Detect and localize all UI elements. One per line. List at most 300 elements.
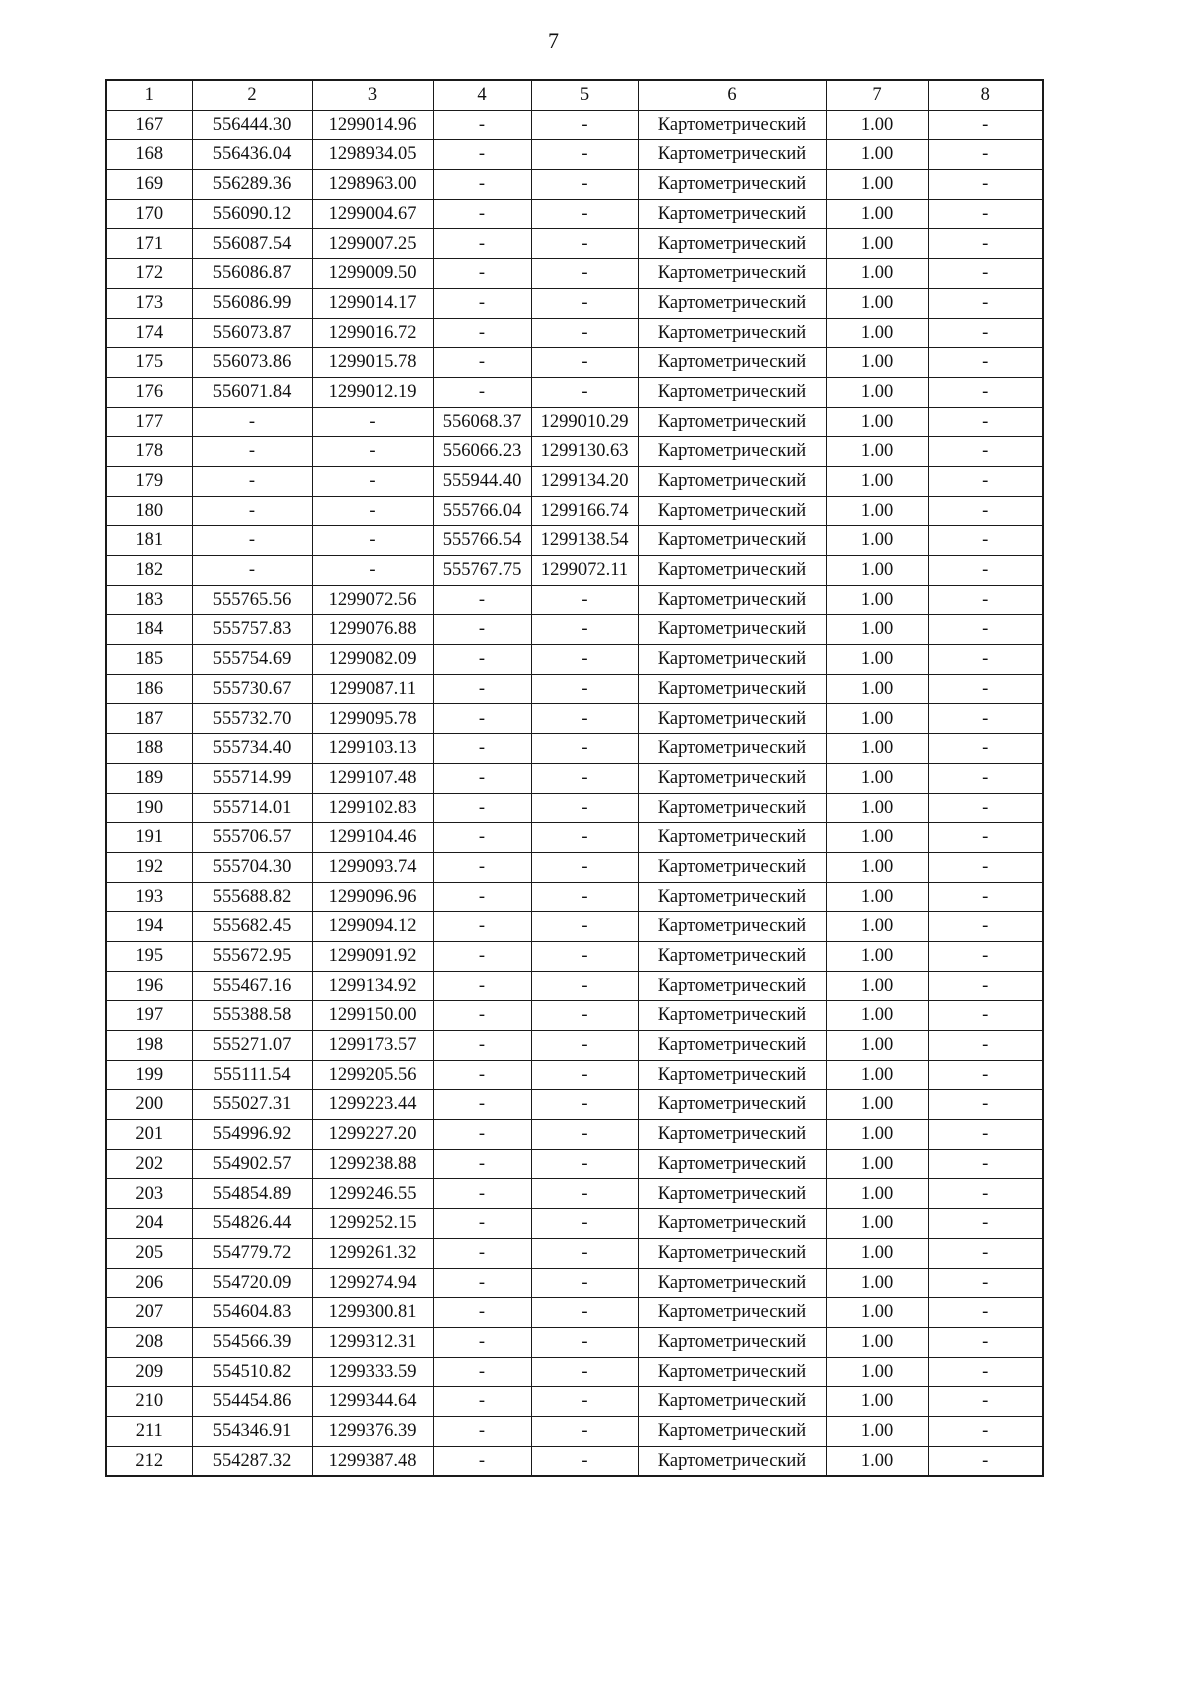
table-cell-col-7: 1.00 bbox=[826, 556, 928, 586]
table-cell-col-6: Картометрический bbox=[638, 526, 826, 556]
table-cell-col-6: Картометрический bbox=[638, 199, 826, 229]
table-cell-col-5: - bbox=[531, 288, 638, 318]
table-cell-col-2: - bbox=[192, 496, 312, 526]
table-cell-col-3: 1299072.56 bbox=[312, 585, 433, 615]
table-cell-col-7: 1.00 bbox=[826, 348, 928, 378]
table-cell-col-4: - bbox=[433, 348, 531, 378]
table-cell-col-5: 1299130.63 bbox=[531, 437, 638, 467]
table-cell-col-2: 555734.40 bbox=[192, 734, 312, 764]
page-number: 7 bbox=[548, 28, 559, 53]
table-cell-col-5: - bbox=[531, 645, 638, 675]
table-cell-col-1: 183 bbox=[106, 585, 192, 615]
table-cell-col-3: 1299150.00 bbox=[312, 1001, 433, 1031]
table-cell-col-6: Картометрический bbox=[638, 704, 826, 734]
table-cell-col-4: - bbox=[433, 377, 531, 407]
table-row bbox=[106, 793, 1043, 823]
table-row bbox=[106, 377, 1043, 407]
table-row bbox=[106, 674, 1043, 704]
table-cell-col-3: 1299094.12 bbox=[312, 912, 433, 942]
table-cell-col-2: 555706.57 bbox=[192, 823, 312, 853]
table-cell-col-7: 1.00 bbox=[826, 704, 928, 734]
table-cell-col-7: 1.00 bbox=[826, 1416, 928, 1446]
table-cell-col-1: 167 bbox=[106, 110, 192, 140]
table-cell-col-1: 169 bbox=[106, 170, 192, 200]
table-cell-col-1: 188 bbox=[106, 734, 192, 764]
column-header-7: 7 bbox=[826, 80, 928, 110]
table-cell-col-8: - bbox=[928, 912, 1043, 942]
table-row bbox=[106, 852, 1043, 882]
table-cell-col-7: 1.00 bbox=[826, 318, 928, 348]
table-cell-col-3: 1299015.78 bbox=[312, 348, 433, 378]
table-cell-col-1: 174 bbox=[106, 318, 192, 348]
table-row bbox=[106, 615, 1043, 645]
table-cell-col-8: - bbox=[928, 1090, 1043, 1120]
table-cell-col-1: 203 bbox=[106, 1179, 192, 1209]
table-cell-col-6: Картометрический bbox=[638, 971, 826, 1001]
table-cell-col-4: - bbox=[433, 110, 531, 140]
table-cell-col-5: - bbox=[531, 140, 638, 170]
table-cell-col-1: 185 bbox=[106, 645, 192, 675]
table-cell-col-8: - bbox=[928, 1298, 1043, 1328]
table-cell-col-5: - bbox=[531, 585, 638, 615]
table-cell-col-7: 1.00 bbox=[826, 288, 928, 318]
table-cell-col-4: - bbox=[433, 704, 531, 734]
table-cell-col-2: 555111.54 bbox=[192, 1060, 312, 1090]
table-cell-col-1: 170 bbox=[106, 199, 192, 229]
table-cell-col-8: - bbox=[928, 971, 1043, 1001]
table-row bbox=[106, 1327, 1043, 1357]
table-cell-col-3: - bbox=[312, 556, 433, 586]
table-cell-col-8: - bbox=[928, 734, 1043, 764]
table-cell-col-6: Картометрический bbox=[638, 615, 826, 645]
table-cell-col-1: 211 bbox=[106, 1416, 192, 1446]
table-cell-col-6: Картометрический bbox=[638, 1238, 826, 1268]
table-cell-col-8: - bbox=[928, 823, 1043, 853]
table-cell-col-3: 1299102.83 bbox=[312, 793, 433, 823]
table-cell-col-5: - bbox=[531, 882, 638, 912]
table-cell-col-4: - bbox=[433, 734, 531, 764]
table-row bbox=[106, 823, 1043, 853]
table-cell-col-5: - bbox=[531, 1298, 638, 1328]
table-cell-col-1: 177 bbox=[106, 407, 192, 437]
table-cell-col-6: Картометрический bbox=[638, 1446, 826, 1476]
table-cell-col-7: 1.00 bbox=[826, 110, 928, 140]
table-cell-col-1: 204 bbox=[106, 1209, 192, 1239]
table-cell-col-5: - bbox=[531, 823, 638, 853]
table-cell-col-2: 556086.87 bbox=[192, 259, 312, 289]
table-cell-col-7: 1.00 bbox=[826, 1298, 928, 1328]
table-cell-col-4: - bbox=[433, 1357, 531, 1387]
table-row bbox=[106, 1090, 1043, 1120]
table-cell-col-5: - bbox=[531, 852, 638, 882]
table-cell-col-6: Картометрический bbox=[638, 318, 826, 348]
table-cell-col-8: - bbox=[928, 1149, 1043, 1179]
table-cell-col-1: 205 bbox=[106, 1238, 192, 1268]
table-cell-col-4: - bbox=[433, 852, 531, 882]
table-cell-col-8: - bbox=[928, 288, 1043, 318]
table-cell-col-8: - bbox=[928, 140, 1043, 170]
table-cell-col-6: Картометрический bbox=[638, 1416, 826, 1446]
table-cell-col-3: 1299300.81 bbox=[312, 1298, 433, 1328]
table-cell-col-8: - bbox=[928, 615, 1043, 645]
table-cell-col-2: 555388.58 bbox=[192, 1001, 312, 1031]
table-cell-col-1: 181 bbox=[106, 526, 192, 556]
table-cell-col-7: 1.00 bbox=[826, 407, 928, 437]
table-cell-col-2: 555467.16 bbox=[192, 971, 312, 1001]
column-header-3: 3 bbox=[312, 80, 433, 110]
table-cell-col-8: - bbox=[928, 377, 1043, 407]
table-cell-col-5: - bbox=[531, 704, 638, 734]
table-cell-col-6: Картометрический bbox=[638, 941, 826, 971]
table-body bbox=[106, 110, 1043, 1476]
table-cell-col-6: Картометрический bbox=[638, 852, 826, 882]
table-cell-col-7: 1.00 bbox=[826, 1327, 928, 1357]
table-cell-col-1: 189 bbox=[106, 763, 192, 793]
table-cell-col-2: 555714.01 bbox=[192, 793, 312, 823]
table-cell-col-4: - bbox=[433, 1031, 531, 1061]
table-cell-col-2: 555714.99 bbox=[192, 763, 312, 793]
table-cell-col-5: - bbox=[531, 912, 638, 942]
table-cell-col-7: 1.00 bbox=[826, 793, 928, 823]
table-cell-col-2: 554566.39 bbox=[192, 1327, 312, 1357]
table-cell-col-8: - bbox=[928, 1001, 1043, 1031]
table-cell-col-1: 187 bbox=[106, 704, 192, 734]
table-cell-col-3: 1299333.59 bbox=[312, 1357, 433, 1387]
table-cell-col-3: 1299104.46 bbox=[312, 823, 433, 853]
table-cell-col-8: - bbox=[928, 1416, 1043, 1446]
table-row bbox=[106, 1357, 1043, 1387]
table-cell-col-2: 554454.86 bbox=[192, 1387, 312, 1417]
table-cell-col-7: 1.00 bbox=[826, 645, 928, 675]
table-cell-col-5: - bbox=[531, 1416, 638, 1446]
table-cell-col-7: 1.00 bbox=[826, 140, 928, 170]
table-cell-col-3: 1299093.74 bbox=[312, 852, 433, 882]
table-cell-col-7: 1.00 bbox=[826, 1179, 928, 1209]
table-cell-col-3: 1299205.56 bbox=[312, 1060, 433, 1090]
table-cell-col-6: Картометрический bbox=[638, 1298, 826, 1328]
table-cell-col-5: - bbox=[531, 1238, 638, 1268]
table-cell-col-4: - bbox=[433, 1387, 531, 1417]
table-cell-col-3: 1298963.00 bbox=[312, 170, 433, 200]
table-cell-col-6: Картометрический bbox=[638, 1209, 826, 1239]
table-cell-col-4: - bbox=[433, 1327, 531, 1357]
table-cell-col-1: 196 bbox=[106, 971, 192, 1001]
table-cell-col-6: Картометрический bbox=[638, 556, 826, 586]
table-cell-col-2: 555027.31 bbox=[192, 1090, 312, 1120]
table-cell-col-8: - bbox=[928, 199, 1043, 229]
table-cell-col-8: - bbox=[928, 1446, 1043, 1476]
table-row bbox=[106, 288, 1043, 318]
table-cell-col-7: 1.00 bbox=[826, 199, 928, 229]
table-cell-col-4: - bbox=[433, 1120, 531, 1150]
table-cell-col-6: Картометрический bbox=[638, 674, 826, 704]
table-cell-col-6: Картометрический bbox=[638, 496, 826, 526]
table-cell-col-5: - bbox=[531, 1327, 638, 1357]
table-cell-col-7: 1.00 bbox=[826, 1387, 928, 1417]
table-cell-col-2: 556086.99 bbox=[192, 288, 312, 318]
table-cell-col-7: 1.00 bbox=[826, 1268, 928, 1298]
table-cell-col-1: 182 bbox=[106, 556, 192, 586]
table-cell-col-3: 1299095.78 bbox=[312, 704, 433, 734]
table-cell-col-7: 1.00 bbox=[826, 526, 928, 556]
table-cell-col-1: 178 bbox=[106, 437, 192, 467]
table-cell-col-3: 1299376.39 bbox=[312, 1416, 433, 1446]
table-cell-col-3: 1299246.55 bbox=[312, 1179, 433, 1209]
table-cell-col-6: Картометрический bbox=[638, 793, 826, 823]
table-cell-col-2: 554346.91 bbox=[192, 1416, 312, 1446]
table-cell-col-3: 1299014.96 bbox=[312, 110, 433, 140]
table-cell-col-7: 1.00 bbox=[826, 852, 928, 882]
table-cell-col-6: Картометрический bbox=[638, 763, 826, 793]
column-header-1: 1 bbox=[106, 80, 192, 110]
table-cell-col-3: 1299274.94 bbox=[312, 1268, 433, 1298]
table-cell-col-1: 201 bbox=[106, 1120, 192, 1150]
table-cell-col-2: 555688.82 bbox=[192, 882, 312, 912]
table-row bbox=[106, 645, 1043, 675]
table-row bbox=[106, 1268, 1043, 1298]
table-cell-col-1: 209 bbox=[106, 1357, 192, 1387]
table-cell-col-5: - bbox=[531, 377, 638, 407]
table-cell-col-2: - bbox=[192, 556, 312, 586]
table-cell-col-6: Картометрический bbox=[638, 229, 826, 259]
table-cell-col-7: 1.00 bbox=[826, 882, 928, 912]
table-cell-col-8: - bbox=[928, 1209, 1043, 1239]
table-cell-col-8: - bbox=[928, 882, 1043, 912]
table-cell-col-4: - bbox=[433, 823, 531, 853]
table-cell-col-3: 1299103.13 bbox=[312, 734, 433, 764]
table-row bbox=[106, 1238, 1043, 1268]
table-cell-col-6: Картометрический bbox=[638, 585, 826, 615]
table-cell-col-7: 1.00 bbox=[826, 763, 928, 793]
table-row bbox=[106, 526, 1043, 556]
table-header-row bbox=[106, 80, 1043, 110]
table-cell-col-6: Картометрический bbox=[638, 466, 826, 496]
table-row bbox=[106, 1001, 1043, 1031]
table-cell-col-3: 1299087.11 bbox=[312, 674, 433, 704]
table-cell-col-2: 554510.82 bbox=[192, 1357, 312, 1387]
table-cell-col-2: - bbox=[192, 437, 312, 467]
table-cell-col-5: - bbox=[531, 170, 638, 200]
table-cell-col-3: 1299082.09 bbox=[312, 645, 433, 675]
table-cell-col-5: - bbox=[531, 1357, 638, 1387]
table-cell-col-7: 1.00 bbox=[826, 1238, 928, 1268]
table-cell-col-2: - bbox=[192, 407, 312, 437]
table-cell-col-7: 1.00 bbox=[826, 1357, 928, 1387]
table-cell-col-3: 1299014.17 bbox=[312, 288, 433, 318]
table-row bbox=[106, 585, 1043, 615]
table-cell-col-2: 555757.83 bbox=[192, 615, 312, 645]
table-cell-col-8: - bbox=[928, 229, 1043, 259]
table-cell-col-2: 554779.72 bbox=[192, 1238, 312, 1268]
table-cell-col-3: - bbox=[312, 437, 433, 467]
table-cell-col-7: 1.00 bbox=[826, 585, 928, 615]
table-cell-col-5: - bbox=[531, 1120, 638, 1150]
column-header-6: 6 bbox=[638, 80, 826, 110]
table-cell-col-6: Картометрический bbox=[638, 1031, 826, 1061]
table-cell-col-2: 556090.12 bbox=[192, 199, 312, 229]
table-cell-col-5: - bbox=[531, 793, 638, 823]
table-cell-col-4: - bbox=[433, 140, 531, 170]
table-cell-col-6: Картометрический bbox=[638, 645, 826, 675]
table-cell-col-5: - bbox=[531, 971, 638, 1001]
table-cell-col-3: 1299312.31 bbox=[312, 1327, 433, 1357]
table-cell-col-1: 175 bbox=[106, 348, 192, 378]
table-cell-col-8: - bbox=[928, 1120, 1043, 1150]
table-cell-col-5: - bbox=[531, 1060, 638, 1090]
table-row bbox=[106, 348, 1043, 378]
table-row bbox=[106, 496, 1043, 526]
table-cell-col-8: - bbox=[928, 645, 1043, 675]
table-cell-col-1: 208 bbox=[106, 1327, 192, 1357]
table-cell-col-1: 179 bbox=[106, 466, 192, 496]
table-cell-col-5: - bbox=[531, 348, 638, 378]
table-row bbox=[106, 1416, 1043, 1446]
table-cell-col-8: - bbox=[928, 1327, 1043, 1357]
table-cell-col-7: 1.00 bbox=[826, 466, 928, 496]
table-cell-col-1: 171 bbox=[106, 229, 192, 259]
table-cell-col-7: 1.00 bbox=[826, 377, 928, 407]
table-cell-col-6: Картометрический bbox=[638, 1179, 826, 1209]
table-cell-col-3: 1299007.25 bbox=[312, 229, 433, 259]
table-row bbox=[106, 941, 1043, 971]
table-cell-col-1: 172 bbox=[106, 259, 192, 289]
table-cell-col-5: - bbox=[531, 229, 638, 259]
column-header-5: 5 bbox=[531, 80, 638, 110]
table-cell-col-1: 212 bbox=[106, 1446, 192, 1476]
table-cell-col-2: - bbox=[192, 526, 312, 556]
table-cell-col-4: - bbox=[433, 1179, 531, 1209]
table-cell-col-4: - bbox=[433, 585, 531, 615]
table-cell-col-5: - bbox=[531, 1268, 638, 1298]
table-cell-col-4: - bbox=[433, 882, 531, 912]
table-cell-col-2: 554854.89 bbox=[192, 1179, 312, 1209]
table-cell-col-4: - bbox=[433, 674, 531, 704]
table-cell-col-4: 555766.04 bbox=[433, 496, 531, 526]
column-header-2: 2 bbox=[192, 80, 312, 110]
table-cell-col-4: - bbox=[433, 318, 531, 348]
table-cell-col-1: 194 bbox=[106, 912, 192, 942]
table-cell-col-6: Картометрический bbox=[638, 882, 826, 912]
table-cell-col-3: 1299387.48 bbox=[312, 1446, 433, 1476]
table-cell-col-8: - bbox=[928, 466, 1043, 496]
table-cell-col-1: 199 bbox=[106, 1060, 192, 1090]
table-cell-col-6: Картометрический bbox=[638, 377, 826, 407]
table-cell-col-2: 556444.30 bbox=[192, 110, 312, 140]
table-cell-col-4: - bbox=[433, 1416, 531, 1446]
table-cell-col-3: 1299091.92 bbox=[312, 941, 433, 971]
table-cell-col-2: 554902.57 bbox=[192, 1149, 312, 1179]
table-cell-col-7: 1.00 bbox=[826, 674, 928, 704]
table-cell-col-8: - bbox=[928, 852, 1043, 882]
table-cell-col-6: Картометрический bbox=[638, 912, 826, 942]
table-cell-col-4: - bbox=[433, 1446, 531, 1476]
table-cell-col-3: 1299096.96 bbox=[312, 882, 433, 912]
table-cell-col-5: - bbox=[531, 259, 638, 289]
table-cell-col-2: 555704.30 bbox=[192, 852, 312, 882]
table-cell-col-7: 1.00 bbox=[826, 734, 928, 764]
table-cell-col-5: 1299010.29 bbox=[531, 407, 638, 437]
table-cell-col-1: 195 bbox=[106, 941, 192, 971]
table-cell-col-1: 184 bbox=[106, 615, 192, 645]
table-cell-col-5: - bbox=[531, 674, 638, 704]
table-cell-col-5: - bbox=[531, 1031, 638, 1061]
table-cell-col-4: - bbox=[433, 199, 531, 229]
table-cell-col-7: 1.00 bbox=[826, 259, 928, 289]
table-cell-col-1: 210 bbox=[106, 1387, 192, 1417]
table-row bbox=[106, 1149, 1043, 1179]
table-cell-col-6: Картометрический bbox=[638, 1090, 826, 1120]
table-cell-col-2: 555732.70 bbox=[192, 704, 312, 734]
table-cell-col-4: - bbox=[433, 259, 531, 289]
table-cell-col-4: - bbox=[433, 229, 531, 259]
table-cell-col-8: - bbox=[928, 1357, 1043, 1387]
table-cell-col-8: - bbox=[928, 585, 1043, 615]
table-cell-col-5: 1299166.74 bbox=[531, 496, 638, 526]
table-cell-col-5: 1299138.54 bbox=[531, 526, 638, 556]
table-cell-col-8: - bbox=[928, 763, 1043, 793]
table-row bbox=[106, 1060, 1043, 1090]
table-cell-col-4: - bbox=[433, 971, 531, 1001]
table-cell-col-4: - bbox=[433, 1268, 531, 1298]
table-cell-col-6: Картометрический bbox=[638, 823, 826, 853]
table-cell-col-5: - bbox=[531, 1209, 638, 1239]
table-cell-col-1: 200 bbox=[106, 1090, 192, 1120]
table-row bbox=[106, 763, 1043, 793]
table-cell-col-3: 1299009.50 bbox=[312, 259, 433, 289]
table-row bbox=[106, 912, 1043, 942]
table-cell-col-6: Картометрический bbox=[638, 1268, 826, 1298]
table-cell-col-6: Картометрический bbox=[638, 1387, 826, 1417]
table-cell-col-4: - bbox=[433, 912, 531, 942]
table-cell-col-2: 556289.36 bbox=[192, 170, 312, 200]
table-cell-col-2: 554996.92 bbox=[192, 1120, 312, 1150]
table-row bbox=[106, 140, 1043, 170]
table-cell-col-6: Картометрический bbox=[638, 734, 826, 764]
table-cell-col-3: 1299134.92 bbox=[312, 971, 433, 1001]
table-cell-col-8: - bbox=[928, 259, 1043, 289]
table-cell-col-2: 556436.04 bbox=[192, 140, 312, 170]
table-cell-col-7: 1.00 bbox=[826, 1031, 928, 1061]
table-cell-col-1: 186 bbox=[106, 674, 192, 704]
table-row bbox=[106, 882, 1043, 912]
table-cell-col-1: 180 bbox=[106, 496, 192, 526]
table-cell-col-8: - bbox=[928, 793, 1043, 823]
table-cell-col-6: Картометрический bbox=[638, 407, 826, 437]
table-cell-col-1: 176 bbox=[106, 377, 192, 407]
table-cell-col-3: 1299012.19 bbox=[312, 377, 433, 407]
table-row bbox=[106, 199, 1043, 229]
table-cell-col-4: - bbox=[433, 1090, 531, 1120]
table-cell-col-3: - bbox=[312, 407, 433, 437]
table-cell-col-5: - bbox=[531, 318, 638, 348]
table-cell-col-5: - bbox=[531, 1446, 638, 1476]
column-header-8: 8 bbox=[928, 80, 1043, 110]
table-cell-col-8: - bbox=[928, 110, 1043, 140]
table-cell-col-6: Картометрический bbox=[638, 1149, 826, 1179]
table-cell-col-6: Картометрический bbox=[638, 437, 826, 467]
table-cell-col-6: Картометрический bbox=[638, 259, 826, 289]
table-cell-col-8: - bbox=[928, 407, 1043, 437]
table-cell-col-4: 555766.54 bbox=[433, 526, 531, 556]
table-cell-col-2: 555682.45 bbox=[192, 912, 312, 942]
table-cell-col-7: 1.00 bbox=[826, 1060, 928, 1090]
table-cell-col-4: 555944.40 bbox=[433, 466, 531, 496]
table-cell-col-7: 1.00 bbox=[826, 615, 928, 645]
table-cell-col-1: 198 bbox=[106, 1031, 192, 1061]
table-cell-col-7: 1.00 bbox=[826, 912, 928, 942]
table-row bbox=[106, 1446, 1043, 1476]
table-cell-col-2: 556073.87 bbox=[192, 318, 312, 348]
